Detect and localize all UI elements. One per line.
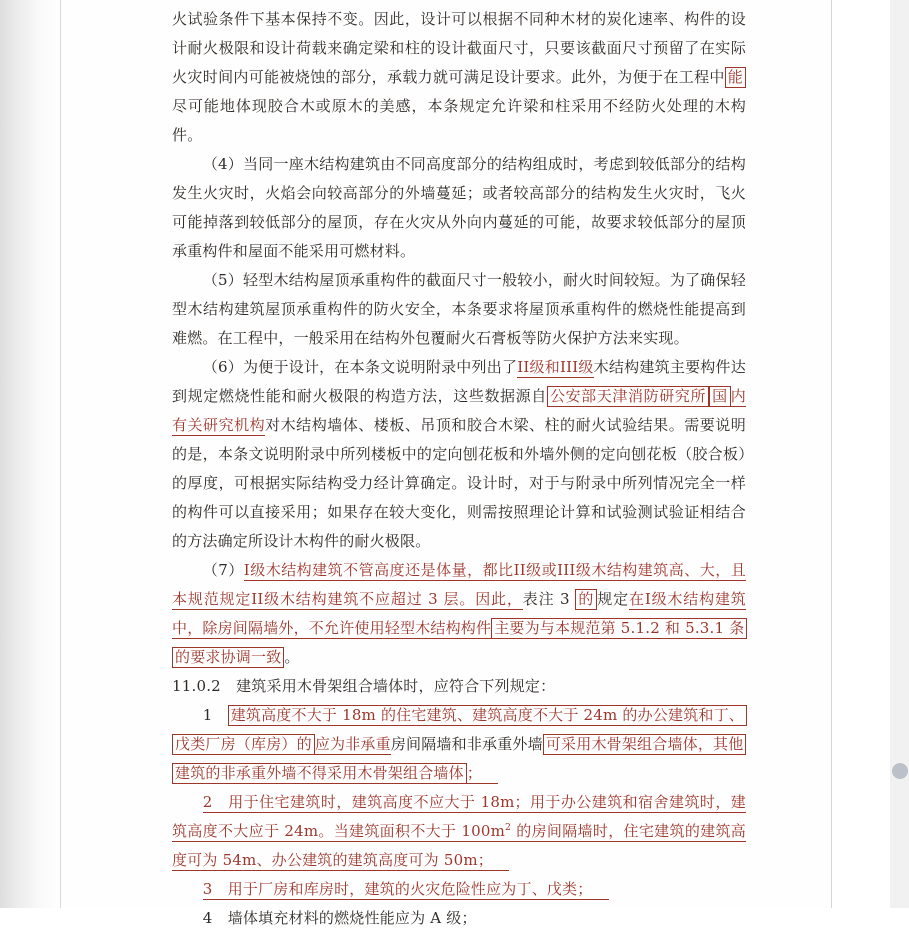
inserted-text-underlined: 2	[505, 822, 511, 842]
inserted-text-underlined: 2 用于住宅建筑时，建筑高度不应大于 18m；用于办公建筑和宿舍建筑时，建筑高度不大应于 24m。当建筑面积不大于 100m	[172, 793, 746, 840]
deleted-text-box: 国	[709, 386, 731, 407]
text-run: （6）为便于设计，在本条文说明附录中列出了	[202, 358, 518, 376]
inserted-text-underlined: II级和III级	[517, 358, 594, 376]
page-text	[172, 5, 746, 933]
deleted-text-box: 的	[575, 589, 597, 610]
deleted-text-box: 能	[725, 67, 746, 88]
inserted-text-underlined: 的房间隔墙时，住宅建筑的建筑高度可为 54m、办公建筑的建筑高度可为 50m；	[172, 822, 746, 869]
body-paragraph-7	[172, 556, 746, 672]
page-left-edge-shadow	[0, 0, 60, 908]
text-run: 尽可能地体现胶合木或原木的美感，本条规定允许梁和柱采用不经防火处理的木构件。	[172, 97, 746, 144]
text-run: 11.0.2 建筑采用木骨架组合墙体时，应符合下列规定：	[172, 677, 556, 695]
section-heading-11-0-2	[172, 672, 746, 701]
text-run: 规定	[597, 590, 629, 608]
inserted-text-underlined: 3 用于厂房和库房时，建筑的火灾危险性应为丁、戊类；	[203, 880, 609, 900]
body-paragraph-continuation	[172, 5, 746, 150]
list-item-3	[172, 875, 746, 904]
text-run: （4）当同一座木结构建筑由不同高度部分的结构组成时，考虑到较低部分的结构发生火灾时，火焰会向较高部分的外墙蔓延；或者较高部分的结构发生火灾时，飞火可能掉落到较低部分的屋顶，存在火灾从外向内蔓延的可能，故要求较低部分的屋顶承重构件和屋面不能采用可燃材料。	[172, 155, 746, 260]
inserted-text-underlined: 在I级木结构建筑中，除房间隔墙外，不允许使用轻型木结构构件	[172, 590, 747, 637]
inserted-text-underlined: 应为非承重	[314, 735, 391, 753]
text-run: 对木结构墙体、楼板、吊顶和胶合木梁、柱的耐火试验结果。需要说明的是，本条文说明附录中所列楼板中的定向刨花板和外墙外侧的定向刨花板（胶合板）的厚度，可根据实际结构受力经计算确定。设计时，对于与附录中所列情况完全一样的构件可以直接采用；如果存在较大变化，则需按照理论计算和试验测试验证相结合的方法确定所设计木构件的耐火极限。	[172, 416, 746, 550]
inserted-text-underlined: 内有关研究机构	[172, 387, 746, 434]
deleted-text-box: 公安部天津消防研究所	[547, 386, 709, 407]
body-paragraph-4	[172, 150, 746, 266]
text-run: 木结构建筑主要构件达到规定燃烧性能和耐火极限的构造方法，这些数据源自	[172, 358, 746, 405]
text-run: 火试验条件下基本保持不变。因此，设计可以根据不同种木材的炭化速率、构件的设计耐火极限和设计荷载来确定梁和柱的设计截面尺寸，只要该截面尺寸预留了在实际火灾时间内可能被烧蚀的部分，承载力就可满足设计要求。此外，为便于在工程中	[172, 10, 746, 86]
text-run: 1	[202, 706, 228, 724]
list-item-4	[172, 904, 746, 933]
list-item-2	[172, 788, 746, 875]
text-run: （7）	[202, 561, 244, 579]
deleted-text-box: 可采用木骨架组合墙体，其他建筑的非承重外墙不得采用木骨架组合墙体	[172, 734, 746, 784]
scrollbar-thumb[interactable]	[892, 763, 908, 779]
scrollbar-track[interactable]	[890, 0, 909, 908]
text-run: 4 墙体填充材料的燃烧性能应为 A 级；	[202, 909, 477, 927]
text-run: （5）轻型木结构屋顶承重构件的截面尺寸一般较小，耐火时间较短。为了确保轻型木结构建筑屋顶承重构件的防火安全，本条要求将屋顶承重构件的燃烧性能提高到难燃。在工程中，一般采用在结构外包覆耐火石膏板等防火保护方法来实现。	[172, 271, 746, 347]
deleted-text-box: 主要为与本规范第 5.1.2 和 5.3.1 条的要求协调一致	[172, 618, 747, 668]
inserted-text-underlined: I级木结构建筑不管高度还是体量，都比II级或III级木结构建筑高、大，且本规范规定II级木结构建筑不应超过 3 层。因此，	[172, 561, 746, 608]
list-item-1	[172, 701, 746, 788]
body-paragraph-6	[172, 353, 746, 556]
text-run: 房间隔墙和非承重外墙	[390, 735, 543, 753]
inserted-text-underlined: ；	[467, 764, 498, 784]
body-paragraph-5	[172, 266, 746, 353]
scanned-document-page	[60, 0, 832, 927]
text-run: 。	[284, 648, 300, 666]
deleted-text-box: 建筑高度不大于 18m 的住宅建筑、建筑高度不大于 24m 的办公建筑和丁、戊类厂房（库房）的	[172, 705, 747, 755]
text-run: 表注 3	[522, 590, 576, 608]
